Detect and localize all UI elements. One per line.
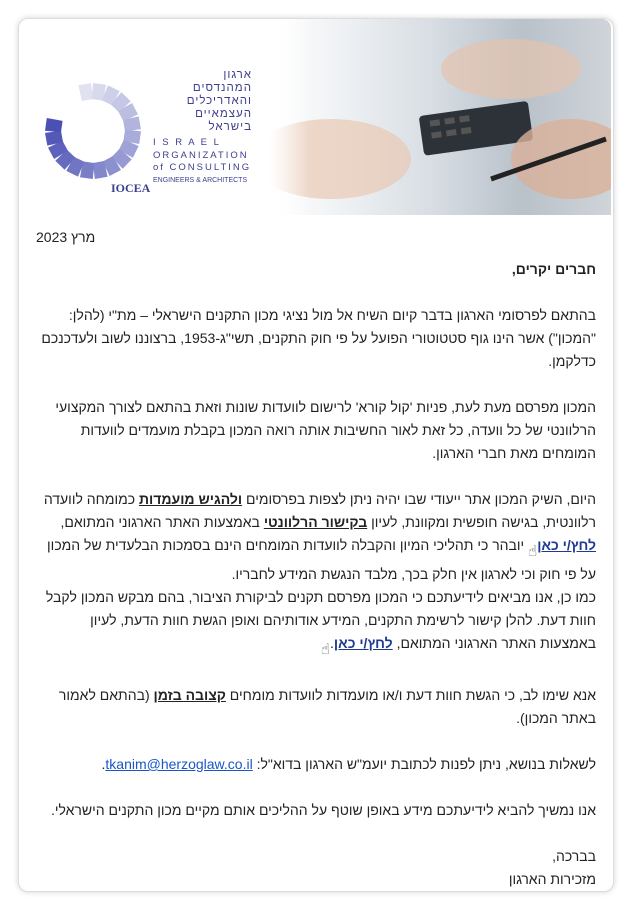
text: באמצעות האתר הארגוני המתואם,: [60, 514, 264, 530]
email-link[interactable]: tkanim@herzoglaw.co.il: [105, 756, 253, 772]
click-here-link[interactable]: לחץ/י כאן: [333, 635, 393, 651]
paragraph-3: [34, 488, 596, 586]
paragraph-1: בהתאם לפרסומי הארגון בדבר קיום השיח אל מול נציגי מכון התקנים הישראלי – מת"י (להלן: "המכון") אשר הינו גוף סטטוטורי הפועל על פי חוק התקנים, תשי"ג-1953, ברצוננו לשוב ולעדכנכם כדלקמן.: [41, 307, 596, 369]
emphasis-text: בקישור הרלוונטי: [263, 514, 368, 530]
header-banner: [19, 19, 611, 215]
logo-english-line: of CONSULTING: [153, 162, 252, 173]
paragraph-2: המכון מפרסם מעת לעת, פניות 'קול קורא' לרישום לוועדות שונות וזאת בהתאם לצורך המקצועי הרלוונטי של כל וועדה, כל זאת לאור החשיבות אותה רואה המכון בקבלת מועמדים לוועדות המומחים מאת חברי הארגון.: [55, 399, 596, 461]
text: .: [330, 635, 334, 651]
logo-ring-segment: [78, 83, 93, 101]
text: כמו כן, אנו מביאים לידיעתכם כי המכון מפרסם תקנים לביקורת הציבור, בהם מבקש המכון לקבל חוות דעת. להלן קישור לרשימת התקנים, המידע אודותיהם ואופן הגשת חוות הדעת, לעיון באמצעות האתר הארגוני המתואם,: [45, 589, 596, 651]
paragraph-7: אנו נמשיך להביא לידיעתכם מידע באופן שוטף על ההליכים אותם מקיים מכון התקנים הישראלי.: [50, 802, 596, 818]
text: לשאלות בנושא, ניתן לפנות לכתובת יועמ"ש הארגון בדוא"ל:: [252, 756, 596, 772]
text: כמומחה לוועדה רלוונטית, בגישה חופשית ומקוונת, לעיון: [43, 491, 596, 530]
emphasis-text: ולהגיש מועמדות: [138, 491, 243, 507]
logo-hebrew-line: ארגון המהנדסים: [192, 69, 252, 94]
paragraph-6: [34, 753, 596, 776]
logo-english-line: I S R A E L: [153, 137, 221, 148]
hand-pointer-icon: ☝: [528, 543, 538, 560]
greeting: חברים יקרים,: [511, 261, 596, 277]
email-body: [34, 258, 596, 891]
logo-hebrew-line: והאדריכלים: [186, 95, 252, 107]
text: אנא שימו לב, כי הגשת חוות דעת ו/או מועמדות לוועדות מומחים: [225, 687, 596, 703]
signature: מזכירות הארגון: [508, 871, 596, 887]
hand-pointer-icon: ☝: [320, 641, 331, 658]
logo-circle-icon: [41, 69, 151, 199]
logo-ring-segment: [45, 118, 63, 132]
text: .: [101, 756, 106, 772]
emphasis-text: קצובה בזמן: [153, 687, 226, 703]
paragraph-5: [34, 684, 596, 730]
click-here-link[interactable]: לחץ/י כאן: [537, 537, 596, 553]
text: (בהתאם לאמור באתר המכון).: [58, 687, 596, 726]
logo-hebrew-line: העצמאיים: [195, 108, 252, 120]
closing: בברכה,: [552, 848, 596, 864]
logo-english-line: ENGINEERS & ARCHITECTS: [153, 176, 248, 184]
logo-acronym: IOCEA: [111, 181, 151, 195]
hands-photo-image: [271, 19, 611, 215]
paragraph-4: [34, 586, 596, 661]
date: מרץ 2023: [36, 229, 96, 245]
text: היום, השיק המכון אתר ייעודי שבו יהיה ניתן לצפות בפרסומים: [242, 491, 596, 507]
logo-hebrew-line: בישראל: [208, 121, 252, 133]
iocea-logo: [41, 69, 261, 199]
logo-english-line: ORGANIZATION: [153, 149, 249, 161]
text: יובהר כי תהליכי המיון והקבלה לוועדות המומחים הינם בסמכות הבלעדית של המכון על פי חוק וכי לארגון אין חלק בכך, מלבד הנגשת המידע לחבריו.: [47, 537, 596, 582]
